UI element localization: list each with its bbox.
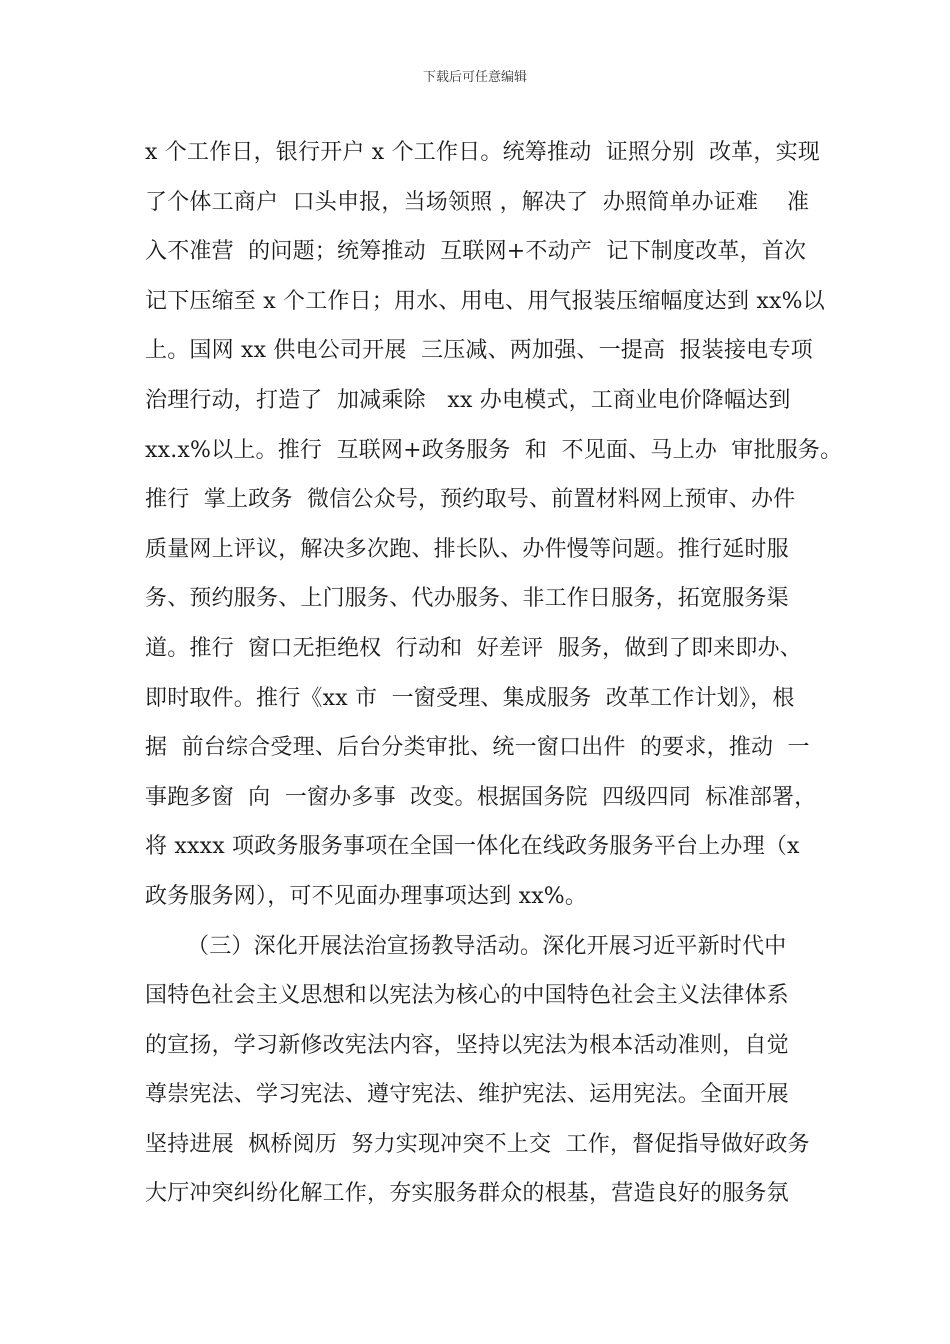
text-line: x 个工作日，银行开户 x 个工作日。统筹推动 证照分别 改革，实现 <box>145 140 820 165</box>
text-line: 推行 掌上政务 微信公众号，预约取号、前置材料网上预审、办件 <box>145 487 796 513</box>
document-body <box>145 128 843 1219</box>
text-line: 坚持进展 枫桥阅历 努力实现冲突不上交 工作，督促指导做好政务 <box>145 1131 810 1157</box>
text-line: 治理行动，打造了 加减乘除 xx 办电模式，工商业电价降幅达到 <box>145 387 791 413</box>
text-line: 政务服务网），可不见面办理事项达到 xx%。 <box>145 883 588 909</box>
text-line: 尊崇宪法、学习宪法、遵守宪法、维护宪法、运用宪法。全面开展 <box>145 1082 789 1108</box>
section-heading-line: （三）深化开展法治宣扬教导活动。深化开展习近平新时代中 <box>187 933 787 959</box>
text-line: 道。推行 窗口无拒绝权 行动和 好差评 服务，做到了即来即办、 <box>145 635 802 661</box>
text-line: 的宣扬，学习新修改宪法内容，坚持以宪法为根本活动准则，自觉 <box>145 1032 789 1058</box>
text-line: 上。国网 xx 供电公司开展 三压减、两加强、一提高 报装接电专项 <box>145 338 813 364</box>
text-line: 务、预约服务、上门服务、代办服务、非工作日服务，拓宽服务渠 <box>145 586 789 612</box>
text-line: 质量网上评议，解决多次跑、排长队、办件慢等问题。推行延时服 <box>145 536 789 562</box>
text-line: xx.x%以上。推行 互联网+政务服务 和 不见面、马上办 审批服务。 <box>145 437 843 463</box>
text-line: 了个体工商户 口头申报，当场领照 ，解决了 办照简单办证难 准 <box>145 189 810 215</box>
text-line: 即时取件。推行《xx 市 一窗受理、集成服务 改革工作计划》，根 <box>145 685 795 711</box>
text-line: 记下压缩至 x 个工作日；用水、用电、用气报装压缩幅度达到 xx%以 <box>145 288 825 314</box>
text-line: 国特色社会主义思想和以宪法为核心的中国特色社会主义法律体系 <box>145 983 789 1009</box>
text-line: 入不准营 的问题；统筹推动 互联网+不动产 记下制度改革，首次 <box>145 239 807 265</box>
text-line: 大厅冲突纠纷化解工作，夯实服务群众的根基，营造良好的服务氛 <box>145 1181 789 1207</box>
text-line: 事跑多窗 向 一窗办多事 改变。根据国务院 四级四同 标准部署， <box>145 784 817 810</box>
text-line: 据 前台综合受理、后台分类审批、统一窗口出件 的要求，推动 一 <box>145 735 810 761</box>
page-header: 下载后可任意编辑 <box>422 70 527 85</box>
text-line: 将 xxxx 项政务服务事项在全国一体化在线政务服务平台上办理（x <box>145 834 800 860</box>
